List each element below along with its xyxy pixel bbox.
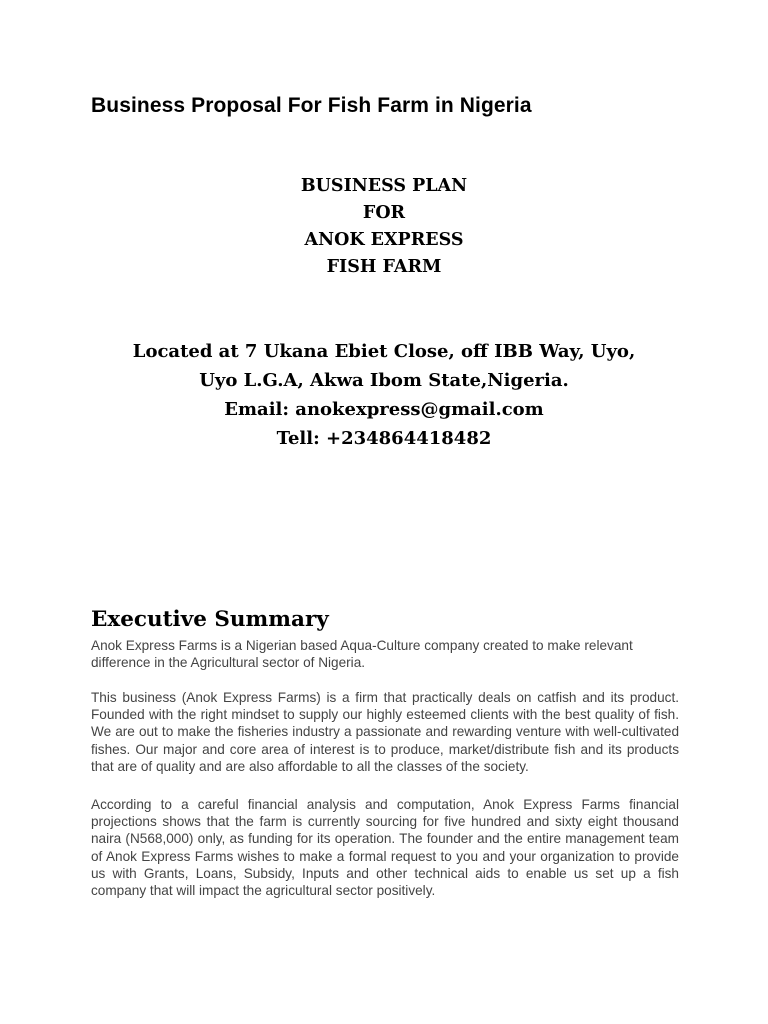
summary-paragraph: According to a careful financial analysis and computation, Anok Express Farms financial projections shows that the farm is currently sourcing for five hundred and sixty eight thousand naira (N568,000) only, as funding for its operation. The founder and the entire management team of Anok Express Farms wishes to make a formal request to you and your organization to provide us with Grants, Loans, Subsidy, Inputs and other technical aids to enable us set up a fish company that will impact the agricultural sector positively. [91,797,679,899]
plan-line: BUSINESS PLAN [300,176,468,196]
address-line: Located at 7 Ukana Ebiet Close, off IBB Way, Uyo, [132,341,636,362]
business-plan-heading [0,173,768,281]
summary-paragraph: This business (Anok Express Farms) is a firm that practically deals on catfish and its product. Founded with the right mindset to supply our highly esteemed clients with the best quality of fish. We are out to make the fisheries industry a passionate and rewarding venture with well-cultivated fishes. Our major and core area of interest is to produce, market/distribute fish and its products that are of quality and are also affordable to all the classes of the society. [91,690,679,774]
email-line: Email: anokexpress@gmail.com [224,399,544,420]
contact-block [0,337,768,453]
phone-line: Tell: +234864418482 [276,428,492,449]
address-line: Uyo L.G.A, Akwa Ibom State,Nigeria. [199,370,569,391]
plan-line: FOR [362,203,406,223]
plan-line: FISH FARM [326,257,442,277]
executive-summary-heading: Executive Summary [91,607,329,632]
document-title: Business Proposal For Fish Farm in Nigeria [91,94,532,117]
summary-paragraph: Anok Express Farms is a Nigerian based Aqua-Culture company created to make relevant difference in the Agricultural sector of Nigeria. [91,638,633,671]
plan-line: ANOK EXPRESS [304,230,464,250]
